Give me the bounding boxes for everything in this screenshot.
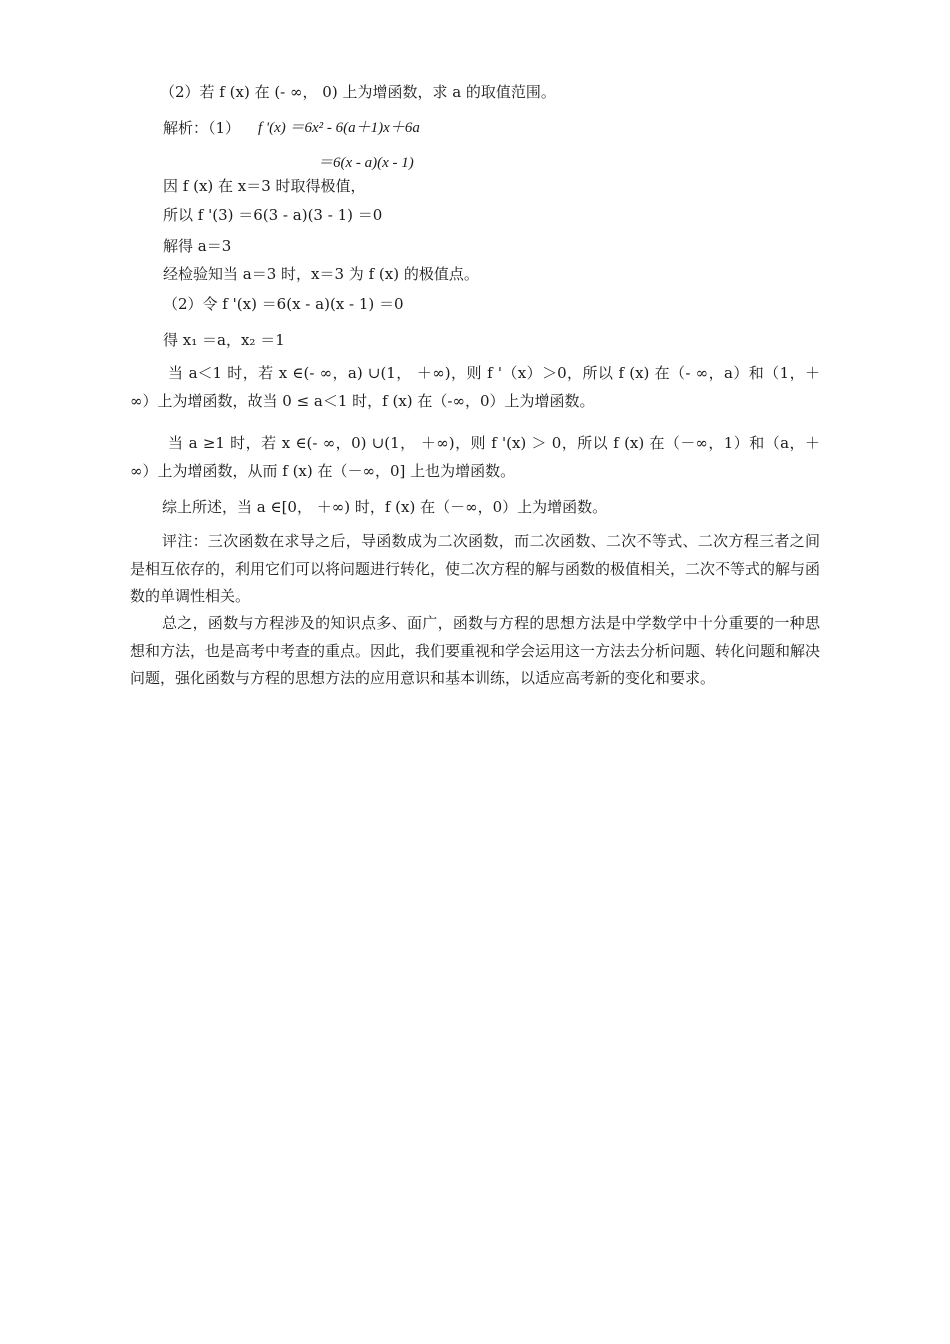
part2-setup: （2）令 f '(x) ＝6(x - a)(x - 1) ＝0 bbox=[163, 295, 404, 313]
verification: 经检验知当 a＝3 时，x＝3 为 f (x) 的极值点。 bbox=[163, 265, 479, 283]
case-a-geq-1: 当 a ≥1 时，若 x ∈(- ∞，0) ∪(1， ＋∞)，则 f '(x) ＞ 0，所以 f (x) 在（－∞，1）和（a，＋∞）上为增函数，从而 f (x) 在（－∞，0] 上也为增函数。 bbox=[130, 434, 820, 480]
comment-paragraph: 评注：三次函数在求导之后，导函数成为二次函数，而二次函数、二次不等式、二次方程三者之间是相互依存的，利用它们可以将问题进行转化，使二次方程的解与函数的极值相关，二次不等式的解与函数的单调性相关。 bbox=[130, 532, 821, 605]
summary-line: 综上所述，当 a ∈[0， ＋∞) 时，f (x) 在（－∞，0）上为增函数。 bbox=[162, 498, 608, 516]
substitution: 所以 f '(3) ＝6(3 - a)(3 - 1) ＝0 bbox=[163, 206, 383, 224]
conclusion-paragraph: 总之，函数与方程涉及的知识点多、面广，函数与方程的思想方法是中学数学中十分重要的一种思想和方法，也是高考中考查的重点。因此，我们要重视和学会运用这一方法去分析问题、转化问题和解决问题，强化函数与方程的思想方法的应用意识和基本训练，以适应高考新的变化和要求。 bbox=[130, 614, 821, 687]
solve-a: 解得 a＝3 bbox=[163, 237, 232, 255]
roots: 得 x₁ ＝a，x₂ ＝1 bbox=[163, 331, 285, 349]
case-a-less-than-1: 当 a＜1 时，若 x ∈(- ∞，a) ∪(1， ＋∞)，则 f '（x）＞0，所以 f (x) 在（- ∞，a）和（1，＋∞）上为增函数，故当 0 ≤ a＜1 时，f (x) 在（-∞，0）上为增函数。 bbox=[130, 364, 820, 410]
derivative-expansion: f '(x) ＝6x² - 6(a＋1)x＋6a bbox=[258, 120, 420, 136]
derivative-factored: ＝6(x - a)(x - 1) bbox=[318, 155, 414, 171]
solution-label: 解析：（1） bbox=[163, 119, 241, 137]
extremum-condition: 因 f (x) 在 x＝3 时取得极值， bbox=[163, 177, 366, 195]
question-part-2: （2）若 f (x) 在 (- ∞， 0) 上为增函数，求 a 的取值范围。 bbox=[160, 83, 556, 101]
